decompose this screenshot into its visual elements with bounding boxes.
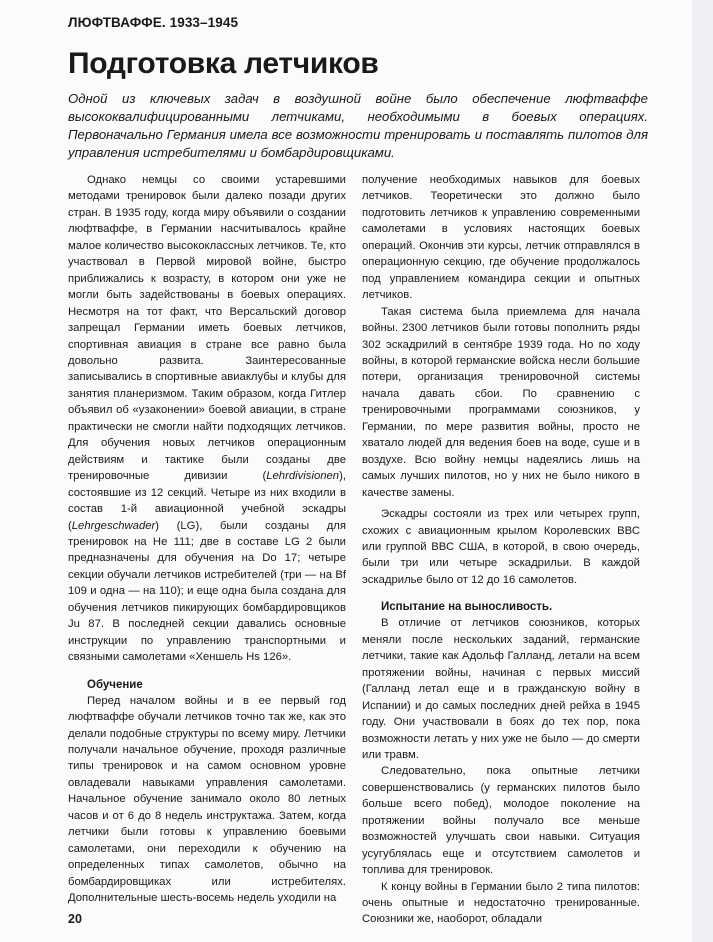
lead-paragraph: Одной из ключевых задач в воздушной войне было обеспечение люфтваффе высококвалифицированными летчиками, необходимыми в боевых операциях. Первоначально Германия имела все возможности тренировать и поставлять пилотов для управления истребителями и бомбардировщиками.: [68, 91, 648, 160]
left-column: [68, 172, 346, 906]
left-paragraph-2: Перед началом войны и в ее первый год люфтваффе обучали летчиков точно так же, как это делали подобные структуры по всему миру. Летчики получали начальное обучение, проходя различные типы тренировок и на самом основном уровне овладевали навыками управления самолетами. Начальное обучение занимало около 80 летных часов и от 6 до 8 недель инструктажа. Затем, когда летчики были готовы к управлению боевыми самолетами, они переходили к обучению на определенных типах самолетов, обычно на бомбардировщиках или истребителях. Дополнительные шесть-восемь недель уходили на: [68, 694, 346, 905]
section-heading: Обучение: [87, 678, 143, 691]
right-paragraph-5: Следовательно, пока опытные летчики совершенствовались (у германских пилотов было больше всего побед), молодое поколение на протяжении войны получало все меньше возможностей улучшать свои навыки. Ситуация усугублялась еще и отсутствием самолетов и топлива для тренировок.: [362, 765, 640, 877]
right-paragraph-4: В отличие от летчиков союзников, которых меняли после нескольких заданий, германские летчики, такие как Адольф Галланд, летали на всем протяжении войны, начиная с первых миссий (Галланд летал еще и в гражданскую войну в Испании) и до самых последних дней рейха в 1945 году. Они участвовали в боях до тех пор, пока возможности летать у них уже не было — до смерти или травм.: [362, 617, 640, 761]
text-run: ), состоявшие из 12 секций. Четыре из них входили в состав 1-й авиационной учебной эскадры (: [68, 470, 346, 532]
page-number: 20: [68, 912, 82, 926]
text-run: Однако немцы со своими устаревшими методами тренировок были далеко позади других стран. В 1935 году, когда миру объявили о создании люфтваффе, в Германии насчитывалось крайне малое количество высококлассных летчиков. Те, кто участвовал в Первой мировой войне, быстро приближались к возрасту, в котором они уже не могли быть задействованы в боевых операциях. Несмотря на тот факт, что Версальский договор запрещал Германии иметь боевых летчиков, спортивная авиация в стране все равно была довольно развита. Заинтересованные записывались в спортивные авиаклубы и клубы для занятия планеризмом. Таким образом, когда Гитлер объявил об «узаконении» боевой авиации, в стране практически не смогли найти подходящих летчиков. Для обучения новых летчиков операционным действиям и тактике были созданы две тренировочные дивизии (: [68, 174, 346, 483]
italic-term: Lehrdivisionen: [266, 470, 340, 483]
right-paragraph-6: К концу войны в Германии было 2 типа пилотов: очень опытные и недостаточно тренированные. Союзники же, наоборот, обладали: [362, 880, 640, 926]
right-column: [362, 172, 640, 928]
page-title: Подготовка летчиков: [68, 47, 379, 80]
running-head: ЛЮФТВАФФЕ. 1933–1945: [68, 15, 239, 30]
section-heading: Испытание на выносливость.: [381, 601, 553, 614]
italic-term: Lehrgeschwader: [71, 519, 156, 532]
viewer-margin: [692, 0, 713, 942]
text-run: ) (LG), были созданы для тренировок на Не 111; две в составе LG 2 были предназначены для обучения на Do 17; четыре секции обучали летчиков истребителей (три — на Bf 109 и одна — на 110); и еще одна была создана для обучения летчиков пикирующих бомбардировщиков Ju 87. В последней секции давались основные инструкции по управлению транспортными и связными самолетами «Хеншель Hs 126».: [68, 519, 346, 664]
right-paragraph-1: получение необходимых навыков для боевых летчиков. Теоретически это должно было подготовить летчиков к управлению современными самолетами в условиях настоящих боевых операций. Окончив эти курсы, летчик отправлялся в операционную секцию, где обучение продолжалось под управлением командира секции и опытных летчиков.: [362, 174, 640, 302]
right-paragraph-2: Такая система была приемлема для начала войны. 2300 летчиков были готовы пополнить ряды 302 эскадрилий в сентябре 1939 года. Но по ходу войны, в которой германские войска несли большие потери, организация тренировочной системы начала давать сбои. По сравнению с тренировочными программами союзников, у Германии, по мере развития войны, просто не хватало людей для ведения боев на воде, суше и в воздухе. Всю войну немцы надеялись лишь на самых лучших пилотов, но у них не было никого в качестве замены.: [362, 305, 640, 499]
right-paragraph-3: Эскадры состояли из трех или четырех групп, схожих с авиационным крылом Королевских ВВС или группой ВВС США, в которой, в свою очередь, были три или четыре эскадрильи. В каждой эскадрилье было от 12 до 16 самолетов.: [362, 508, 640, 586]
left-paragraph-1: [68, 172, 346, 666]
